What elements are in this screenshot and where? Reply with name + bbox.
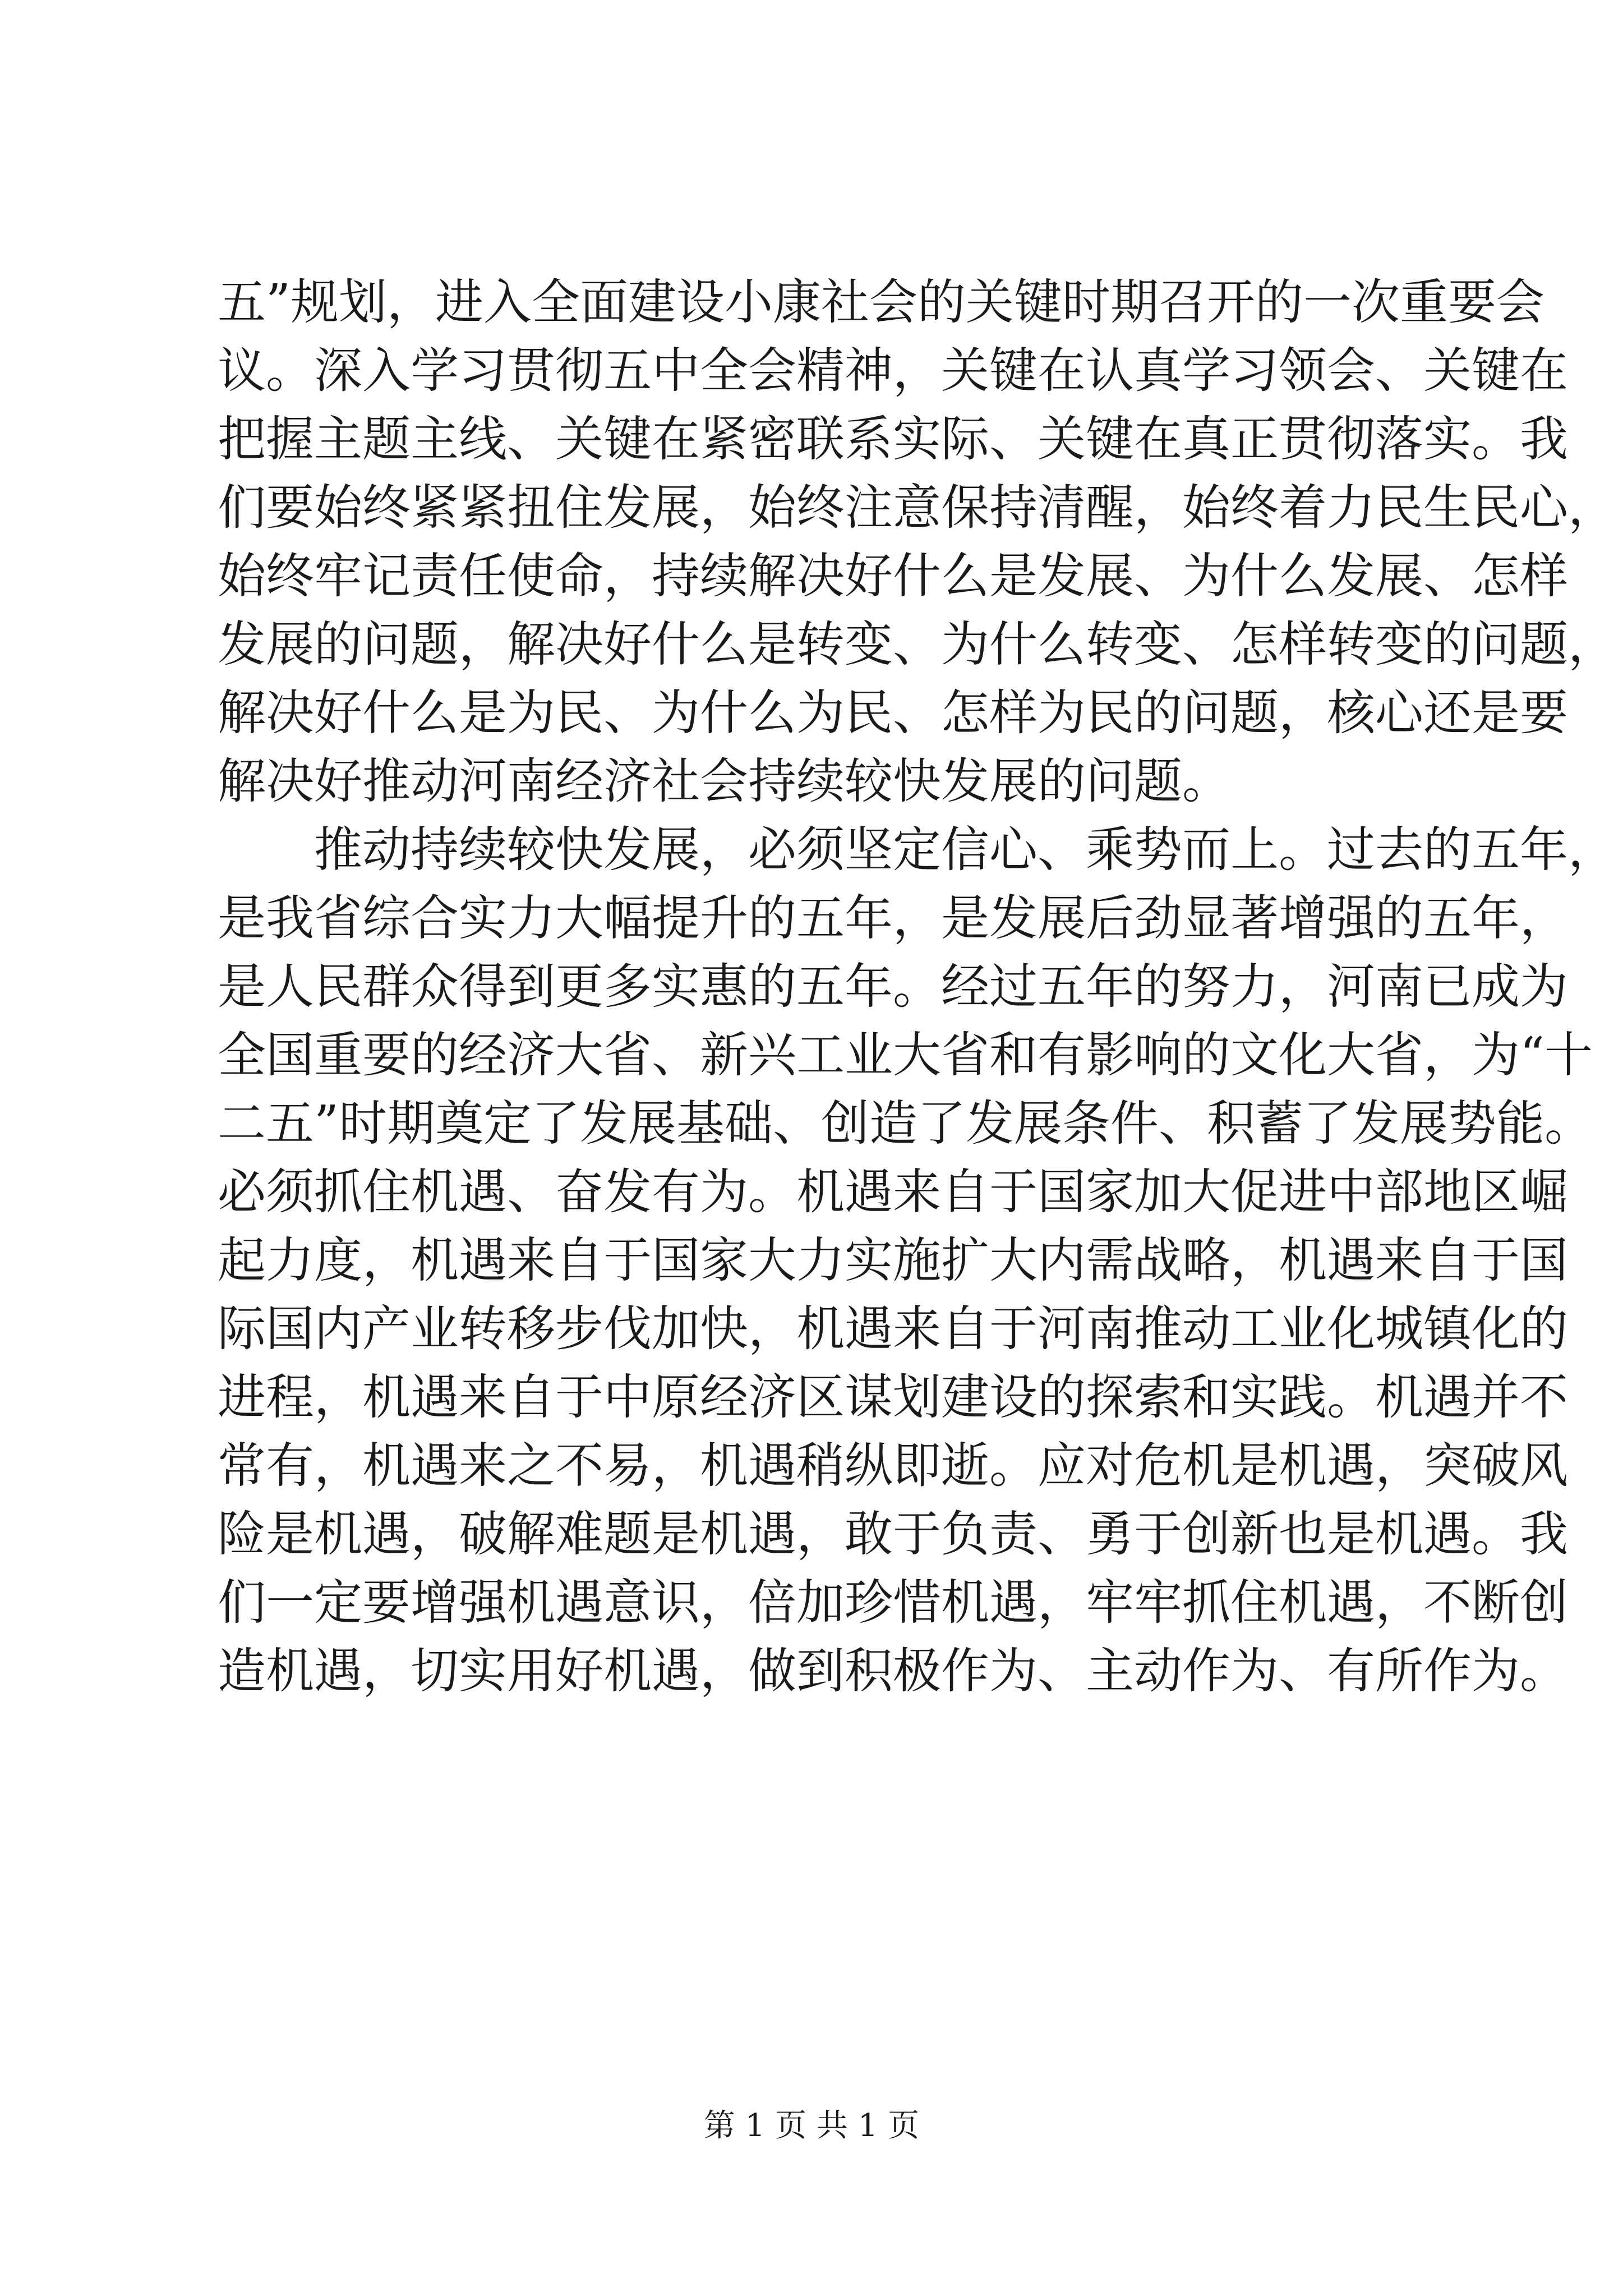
paragraph-line: 始终牢记责任使命，持续解决好什么是发展、为什么发展、怎样 <box>218 548 1568 604</box>
paragraph-line: 造机遇，切实用好机遇，做到积极作为、主动作为、有所作为。 <box>218 1643 1568 1699</box>
paragraph-line: 全国重要的经济大省、新兴工业大省和有影响的文化大省，为“十 <box>218 1027 1593 1083</box>
paragraph-2 <box>218 816 1616 1705</box>
paragraph-line: 们要始终紧紧扭住发展，始终注意保持清醒，始终着力民生民心， <box>218 480 1616 536</box>
paragraph-line: 解决好什么是为民、为什么为民、怎样为民的问题，核心还是要 <box>218 685 1568 741</box>
paragraph-line: 发展的问题，解决好什么是转变、为什么转变、怎样转变的问题， <box>218 616 1616 673</box>
paragraph-line: 险是机遇，破解难题是机遇，敢于负责、勇于创新也是机遇。我 <box>218 1506 1568 1562</box>
paragraph-line: 常有，机遇来之不易，机遇稍纵即逝。应对危机是机遇，突破风 <box>218 1438 1568 1494</box>
paragraph-line: 五”规划，进入全面建设小康社会的关键时期召开的一次重要会 <box>218 274 1544 330</box>
paragraph-line: 必须抓住机遇、奋发有为。机遇来自于国家加大促进中部地区崛 <box>218 1164 1568 1220</box>
document-body <box>218 268 1616 1705</box>
paragraph-line: 把握主题主线、关键在紧密联系实际、关键在真正贯彻落实。我 <box>218 411 1568 467</box>
paragraph-line: 推动持续较快发展，必须坚定信心、乘势而上。过去的五年， <box>314 822 1616 878</box>
page-footer <box>0 2106 1623 2146</box>
paragraph-line: 解决好推动河南经济社会持续较快发展的问题。 <box>218 753 1230 809</box>
paragraph-line: 际国内产业转移步伐加快，机遇来自于河南推动工业化城镇化的 <box>218 1301 1568 1357</box>
paragraph-line: 是人民群众得到更多实惠的五年。经过五年的努力，河南已成为 <box>218 959 1568 1015</box>
paragraph-line: 们一定要增强机遇意识，倍加珍惜机遇，牢牢抓住机遇，不断创 <box>218 1575 1568 1631</box>
paragraph-line: 二五”时期奠定了发展基础、创造了发展条件、积蓄了发展势能。 <box>218 1096 1593 1152</box>
paragraph-line: 是我省综合实力大幅提升的五年，是发展后劲显著增强的五年， <box>218 890 1568 946</box>
page-number-label: 第 1 页 共 1 页 <box>703 2108 920 2144</box>
paragraph-1 <box>218 268 1616 816</box>
paragraph-line: 进程，机遇来自于中原经济区谋划建设的探索和实践。机遇并不 <box>218 1369 1568 1425</box>
paragraph-line: 议。深入学习贯彻五中全会精神，关键在认真学习领会、关键在 <box>218 343 1568 399</box>
paragraph-line: 起力度，机遇来自于国家大力实施扩大内需战略，机遇来自于国 <box>218 1232 1568 1289</box>
